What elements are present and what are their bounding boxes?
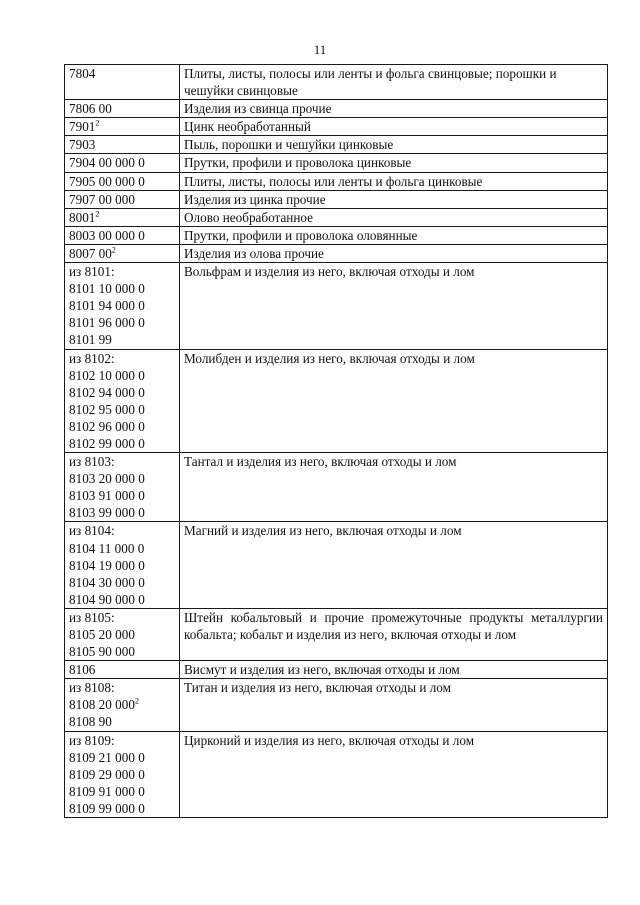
code-cell: [65, 244, 180, 262]
description-cell: Штейн кобальтовый и прочие промежуточные продукты металлургии кобальта; кобальт и изделия из него, включая отходы и лом: [180, 608, 608, 660]
table-row: [65, 731, 608, 817]
hs-code: [69, 367, 175, 384]
code-cell: [65, 172, 180, 190]
table-row: [65, 453, 608, 522]
hs-code: [69, 154, 175, 171]
hs-code-text: 7901: [69, 119, 96, 135]
footnote-marker: 2: [95, 209, 100, 219]
hs-code-text: 8102 94 000 0: [69, 384, 145, 400]
hs-code: [69, 418, 175, 435]
hs-code: [69, 314, 175, 331]
hs-code-text: 8102 95 000 0: [69, 401, 145, 417]
hs-code-text: 8101 99: [69, 332, 112, 348]
hs-code-text: 8101 96 000 0: [69, 315, 145, 331]
hs-code: [69, 749, 175, 766]
hs-code: [69, 384, 175, 401]
hs-code-text: из 8101:: [69, 264, 115, 280]
hs-code: [69, 331, 175, 348]
hs-code: [69, 732, 175, 749]
hs-code: [69, 783, 175, 800]
description-cell: Прутки, профили и проволока цинковые: [180, 154, 608, 172]
hs-code-text: 8106: [69, 662, 96, 678]
hs-code: [69, 470, 175, 487]
code-cell: [65, 65, 180, 100]
description-cell: Тантал и изделия из него, включая отходы и лом: [180, 453, 608, 522]
code-cell: [65, 522, 180, 608]
table-row: [65, 349, 608, 453]
table-row: [65, 65, 608, 100]
footnote-marker: 2: [134, 696, 139, 706]
code-cell: [65, 118, 180, 136]
description-cell: Олово необработанное: [180, 208, 608, 226]
description-cell: Пыль, порошки и чешуйки цинковые: [180, 136, 608, 154]
description-cell: Висмут и изделия из него, включая отходы и лом: [180, 661, 608, 679]
description-cell: Плиты, листы, полосы или ленты и фольга цинковые: [180, 172, 608, 190]
hs-code-text: из 8102:: [69, 350, 115, 366]
hs-code: [69, 280, 175, 297]
hs-code-text: 8108 20 000: [69, 697, 135, 713]
hs-code: [69, 297, 175, 314]
code-cell: [65, 679, 180, 731]
table-row: [65, 263, 608, 349]
hs-code: [69, 263, 175, 280]
hs-code: [69, 173, 175, 190]
table-row: [65, 661, 608, 679]
description-cell: Изделия из олова прочие: [180, 244, 608, 262]
hs-code: [69, 435, 175, 452]
hs-code-text: 8103 91 000 0: [69, 488, 145, 504]
description-cell: Цирконий и изделия из него, включая отходы и лом: [180, 731, 608, 817]
hs-code: [69, 766, 175, 783]
hs-code: [69, 65, 175, 82]
hs-code-text: 8104 90 000 0: [69, 591, 145, 607]
hs-code: [69, 713, 175, 730]
hs-code-text: из 8103:: [69, 454, 115, 470]
hs-code-text: 8103 20 000 0: [69, 471, 145, 487]
description-cell: Плиты, листы, полосы или ленты и фольга свинцовые; порошки и чешуйки свинцовые: [180, 65, 608, 100]
commodity-code-table: [64, 64, 608, 818]
hs-code-text: 7905 00 000 0: [69, 173, 145, 189]
hs-code-text: из 8105:: [69, 609, 115, 625]
code-cell: [65, 731, 180, 817]
hs-code: [69, 209, 175, 226]
hs-code-text: 8104 19 000 0: [69, 557, 145, 573]
description-cell: Изделия из цинка прочие: [180, 190, 608, 208]
hs-code-text: 8109 29 000 0: [69, 766, 145, 782]
code-cell: [65, 263, 180, 349]
hs-code-text: 8101 94 000 0: [69, 298, 145, 314]
hs-code-text: из 8109:: [69, 732, 115, 748]
hs-code: [69, 643, 175, 660]
description-cell: Прутки, профили и проволока оловянные: [180, 226, 608, 244]
hs-code: [69, 504, 175, 521]
code-cell: [65, 608, 180, 660]
table-row: [65, 100, 608, 118]
hs-code: [69, 118, 175, 135]
hs-code-text: из 8108:: [69, 680, 115, 696]
hs-code: [69, 626, 175, 643]
hs-code: [69, 557, 175, 574]
hs-code-text: 8105 90 000: [69, 644, 135, 660]
hs-code-text: 8104 30 000 0: [69, 574, 145, 590]
table-body: [65, 65, 608, 818]
table-row: [65, 172, 608, 190]
hs-code-text: 8109 99 000 0: [69, 800, 145, 816]
hs-code: [69, 800, 175, 817]
code-cell: [65, 208, 180, 226]
code-cell: [65, 453, 180, 522]
code-cell: [65, 100, 180, 118]
table-row: [65, 679, 608, 731]
code-cell: [65, 661, 180, 679]
hs-code-text: 7804: [69, 66, 96, 81]
hs-code-text: 7806 00: [69, 101, 112, 117]
hs-code-text: 8003 00 000 0: [69, 227, 145, 243]
hs-code: [69, 401, 175, 418]
hs-code: [69, 661, 175, 678]
hs-code-text: 8001: [69, 209, 96, 225]
hs-code: [69, 245, 175, 262]
footnote-marker: 2: [111, 245, 116, 255]
description-cell: Цинк необработанный: [180, 118, 608, 136]
description-cell: Вольфрам и изделия из него, включая отходы и лом: [180, 263, 608, 349]
hs-code: [69, 591, 175, 608]
code-cell: [65, 136, 180, 154]
hs-code: [69, 453, 175, 470]
hs-code-text: 8109 91 000 0: [69, 783, 145, 799]
hs-code-text: 8104 11 000 0: [69, 540, 145, 556]
footnote-marker: 2: [95, 118, 100, 128]
hs-code-text: 8105 20 000: [69, 627, 135, 642]
hs-code-text: 7904 00 000 0: [69, 155, 145, 171]
code-cell: [65, 226, 180, 244]
table-row: [65, 190, 608, 208]
hs-code-text: 8102 96 000 0: [69, 418, 145, 434]
table-row: [65, 244, 608, 262]
table-row: [65, 208, 608, 226]
table-row: [65, 226, 608, 244]
hs-code-text: 8101 10 000 0: [69, 281, 145, 297]
code-cell: [65, 190, 180, 208]
code-cell: [65, 154, 180, 172]
hs-code: [69, 191, 175, 208]
table-row: [65, 522, 608, 608]
page-number: 11: [313, 42, 327, 57]
description-cell: Магний и изделия из него, включая отходы и лом: [180, 522, 608, 608]
hs-code-text: 8102 10 000 0: [69, 367, 145, 383]
hs-code-text: 7903: [69, 137, 96, 153]
hs-code: [69, 136, 175, 153]
table-row: [65, 154, 608, 172]
table-row: [65, 136, 608, 154]
code-cell: [65, 349, 180, 453]
table-row: [65, 608, 608, 660]
hs-code: [69, 540, 175, 557]
hs-code: [69, 696, 175, 713]
hs-code-text: 8103 99 000 0: [69, 505, 145, 521]
hs-code-text: из 8104:: [69, 523, 115, 539]
hs-code: [69, 609, 175, 626]
hs-code: [69, 350, 175, 367]
hs-code-text: 8102 99 000 0: [69, 435, 145, 451]
description-cell: Молибден и изделия из него, включая отходы и лом: [180, 349, 608, 453]
table-row: [65, 118, 608, 136]
hs-code: [69, 574, 175, 591]
hs-code: [69, 100, 175, 117]
description-cell: Изделия из свинца прочие: [180, 100, 608, 118]
hs-code-text: 7907 00 000: [69, 191, 135, 207]
hs-code-text: 8109 21 000 0: [69, 749, 145, 765]
hs-code: [69, 487, 175, 504]
description-cell: Титан и изделия из него, включая отходы и лом: [180, 679, 608, 731]
hs-code: [69, 679, 175, 696]
hs-code-text: 8007 00: [69, 245, 112, 261]
hs-code: [69, 227, 175, 244]
hs-code-text: 8108 90: [69, 714, 112, 730]
hs-code: [69, 522, 175, 539]
